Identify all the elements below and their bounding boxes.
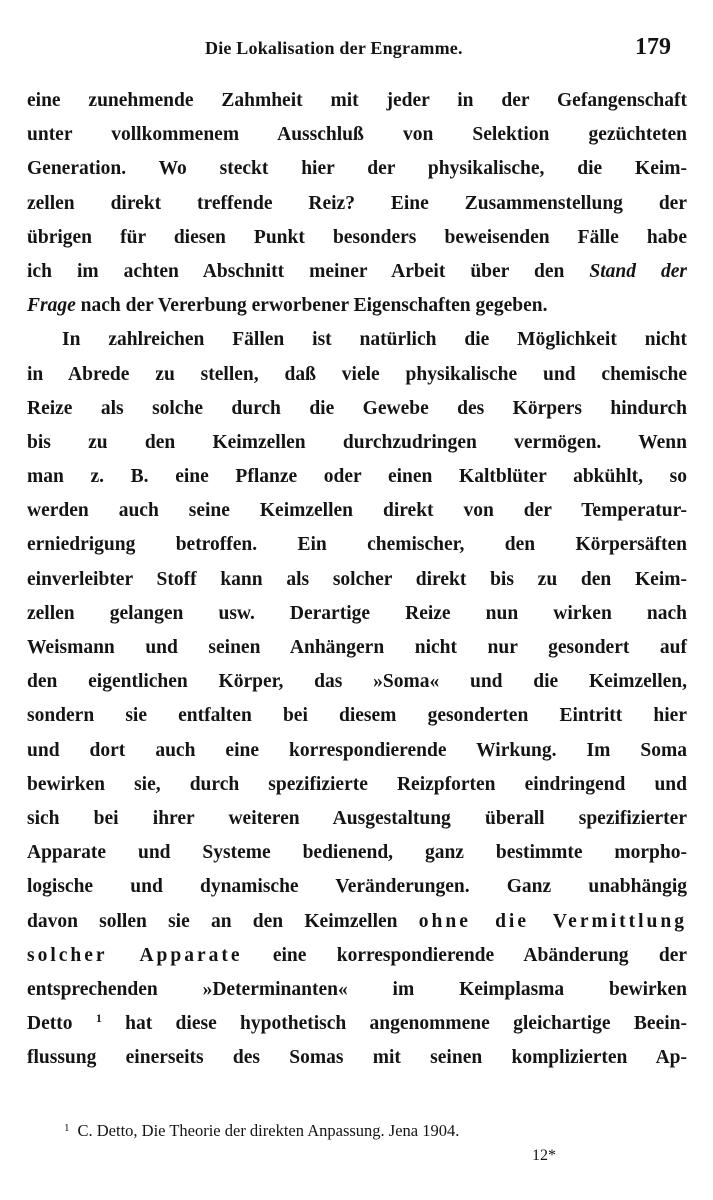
line-text: flussung einerseits des Somas mit seinen komplizierten Ap- xyxy=(27,1047,687,1069)
text-line xyxy=(27,665,687,699)
line-text: einverleibter Stoff kann als solcher direkt bis zu den Keim- xyxy=(27,568,687,590)
line-text: Detto xyxy=(27,1013,73,1035)
line-text: logische und dynamische Veränderungen. Ganz unabhängig xyxy=(27,876,687,898)
text-line xyxy=(27,563,687,597)
line-text: werden auch seine Keimzellen direkt von der Temperatur- xyxy=(27,500,687,522)
text-line xyxy=(27,870,687,904)
line-text: In zahlreichen Fällen ist natürlich die Möglichkeit nicht xyxy=(62,329,687,351)
page-header xyxy=(0,34,713,68)
line-text: den eigentlichen Körper, das »Soma« und die Keimzellen, xyxy=(27,671,687,693)
line-text: zellen direkt treffende Reiz? Eine Zusammenstellung der xyxy=(27,192,687,214)
line-text: sich bei ihrer weiteren Ausgestaltung überall spezifizierter xyxy=(27,807,687,829)
text-line xyxy=(27,802,687,836)
line-text: man z. B. eine Pflanze oder einen Kaltblüter abkühlt, so xyxy=(27,466,687,488)
line-text: hat diese hypothetisch angenommene gleichartige Beein- xyxy=(125,1013,687,1035)
spaced-text: ohne die Vermittlung xyxy=(418,910,687,932)
line-text: nach der Vererbung erworbener Eigenschaften gegeben. xyxy=(80,295,548,317)
line-text: eine korrespondierende Abänderung der xyxy=(272,944,687,966)
line-text: sondern sie entfalten bei diesem gesonderten Eintritt hier xyxy=(27,705,687,727)
line-text: davon sollen sie an den Keimzellen xyxy=(27,910,398,932)
text-line xyxy=(27,152,687,186)
line-text: Weismann und seinen Anhängern nicht nur gesondert auf xyxy=(27,637,687,658)
text-line xyxy=(27,973,687,1007)
text-line xyxy=(27,734,687,768)
line-text: unter vollkommenem Ausschluß von Selektion gezüchteten xyxy=(27,124,687,146)
text-line xyxy=(27,255,687,289)
line-text: erniedrigung betroffen. Ein chemischer, den Körpersäften xyxy=(27,534,687,556)
text-line xyxy=(27,118,687,152)
text-line xyxy=(27,699,687,733)
line-text: entsprechenden »Determinanten« im Keimplasma bewirken xyxy=(27,978,687,1000)
line-text: bis zu den Keimzellen durchzudringen vermögen. Wenn xyxy=(27,431,687,453)
italic-text: Frage xyxy=(27,295,76,317)
line-text: übrigen für diesen Punkt besonders beweisenden Fälle habe xyxy=(27,226,687,248)
spaced-text: solcher Apparate xyxy=(27,944,243,966)
text-line xyxy=(27,392,687,426)
text-line xyxy=(27,768,687,802)
text-line xyxy=(27,528,687,562)
footnote xyxy=(64,1121,664,1141)
text-line xyxy=(27,597,687,631)
printer-signature-mark: 12* xyxy=(532,1147,556,1164)
line-text: zellen gelangen usw. Derartige Reize nun wirken nach xyxy=(27,602,687,624)
text-line xyxy=(27,631,687,665)
line-text: und dort auch eine korrespondierende Wirkung. Im Soma xyxy=(27,739,687,761)
running-title: Die Lokalisation der Engramme. xyxy=(205,38,463,58)
text-line xyxy=(27,289,687,323)
line-text: in Abrede zu stellen, daß viele physikalische und chemische xyxy=(27,363,687,385)
page-number: 179 xyxy=(635,34,671,60)
text-line xyxy=(27,494,687,528)
line-text: eine zunehmende Zahmheit mit jeder in der Gefangenschaft xyxy=(27,90,687,111)
footnote-marker: 1 xyxy=(64,1122,70,1134)
footnote-reference: 1 xyxy=(95,1011,102,1026)
body-text xyxy=(27,84,687,1075)
text-line xyxy=(27,905,687,939)
text-line xyxy=(27,358,687,392)
line-text: Reize als solche durch die Gewebe des Körpers hindurch xyxy=(27,397,687,419)
text-line xyxy=(27,221,687,255)
footnote-text: C. Detto, Die Theorie der direkten Anpassung. Jena 1904. xyxy=(77,1121,460,1140)
text-line xyxy=(27,939,687,973)
text-line xyxy=(27,1007,687,1041)
line-text: ich im achten Abschnitt meiner Arbeit über den xyxy=(27,260,565,282)
text-line xyxy=(27,836,687,870)
line-text: Generation. Wo steckt hier der physikalische, die Keim- xyxy=(27,158,687,180)
text-line xyxy=(27,460,687,494)
line-text: Apparate und Systeme bedienend, ganz bestimmte morpho- xyxy=(27,842,687,864)
text-line xyxy=(27,323,687,357)
text-line xyxy=(27,84,687,118)
italic-text: Stand der xyxy=(589,260,687,282)
text-line xyxy=(27,1041,687,1075)
text-line xyxy=(27,187,687,221)
line-text: bewirken sie, durch spezifizierte Reizpforten eindringend und xyxy=(27,773,687,795)
text-line xyxy=(27,426,687,460)
